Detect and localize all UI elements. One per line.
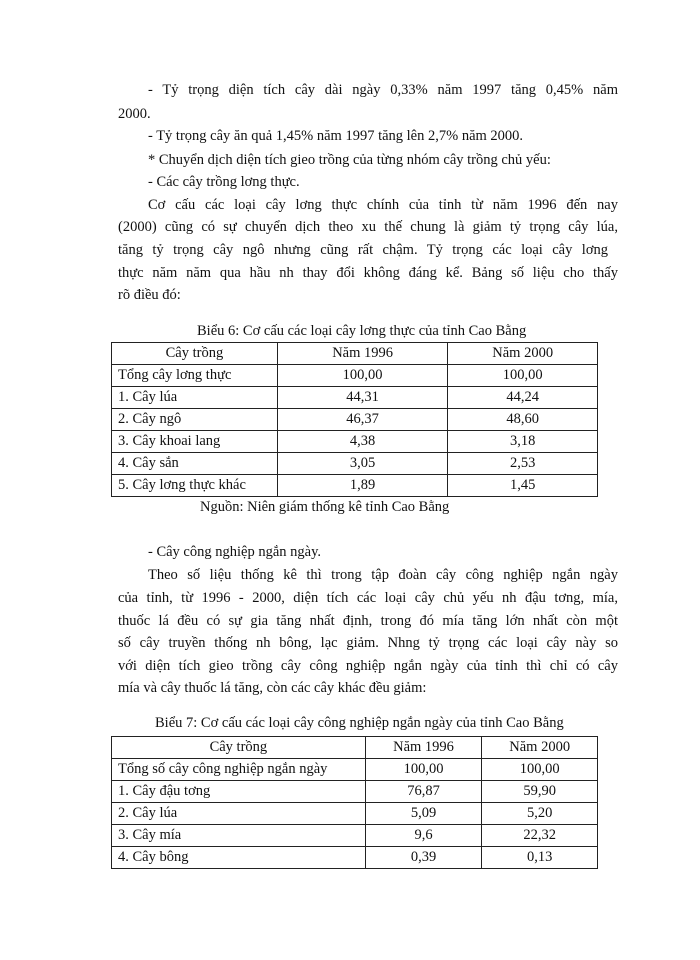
table-row xyxy=(112,431,598,453)
value-2000: 3,18 xyxy=(448,431,598,453)
paragraph-line: thuốc lá đều có sự gia tăng nhất định, trong đó mía tăng lớn nhất còn một xyxy=(118,613,618,629)
crop-name: 4. Cây sắn xyxy=(112,453,278,475)
crop-name: 4. Cây bông xyxy=(112,847,366,869)
value-1996: 100,00 xyxy=(277,365,448,387)
paragraph-line: * Chuyển dịch diện tích gieo trồng của từng nhóm cây trồng chủ yếu: xyxy=(148,152,551,168)
value-1996: 5,09 xyxy=(365,803,482,825)
table-row xyxy=(112,781,598,803)
value-1996: 9,6 xyxy=(365,825,482,847)
table-row xyxy=(112,825,598,847)
table-header-row xyxy=(112,343,598,365)
crop-name: 5. Cây lơng thực khác xyxy=(112,475,278,497)
value-1996: 3,05 xyxy=(277,453,448,475)
column-header: Năm 2000 xyxy=(448,343,598,365)
column-header: Năm 1996 xyxy=(277,343,448,365)
table-row xyxy=(112,759,598,781)
column-header: Cây trồng xyxy=(112,343,278,365)
crop-name: 3. Cây mía xyxy=(112,825,366,847)
value-1996: 44,31 xyxy=(277,387,448,409)
paragraph-line: Theo số liệu thống kê thì trong tập đoàn cây công nghiệp ngắn ngày xyxy=(148,567,618,583)
table-caption: Biểu 7: Cơ cấu các loại cây công nghiệp ngắn ngày của tỉnh Cao Bằng xyxy=(155,715,564,731)
column-header: Năm 2000 xyxy=(482,737,598,759)
table-source: Nguồn: Niên giám thống kê tỉnh Cao Bằng xyxy=(200,499,450,515)
paragraph-line: 2000. xyxy=(118,106,151,122)
table-row xyxy=(112,453,598,475)
table-caption: Biểu 6: Cơ cấu các loại cây lơng thực của tỉnh Cao Bằng xyxy=(197,323,527,339)
value-2000: 22,32 xyxy=(482,825,598,847)
crop-structure-table xyxy=(111,342,598,497)
column-header: Cây trồng xyxy=(112,737,366,759)
value-2000: 59,90 xyxy=(482,781,598,803)
paragraph-line: - Tỷ trọng cây ăn quả 1,45% năm 1997 tăng lên 2,7% năm 2000. xyxy=(148,128,524,144)
value-2000: 100,00 xyxy=(448,365,598,387)
paragraph-line: - Tỷ trọng diện tích cây dài ngày 0,33% năm 1997 tăng 0,45% năm xyxy=(148,82,618,98)
paragraph-line: số cây truyền thống nh bông, lạc giảm. Nhng tỷ trọng các loại cây này so xyxy=(118,635,618,651)
crop-name: 1. Cây đậu tơng xyxy=(112,781,366,803)
crop-name: 2. Cây ngô xyxy=(112,409,278,431)
value-1996: 100,00 xyxy=(365,759,482,781)
value-2000: 1,45 xyxy=(448,475,598,497)
table-header-row xyxy=(112,737,598,759)
crop-name: 1. Cây lúa xyxy=(112,387,278,409)
value-1996: 4,38 xyxy=(277,431,448,453)
paragraph-line: - Cây công nghiệp ngắn ngày. xyxy=(148,544,322,560)
value-2000: 0,13 xyxy=(482,847,598,869)
paragraph-line: thực năm năm qua hầu nh thay đổi không đáng kể. Bảng số liệu cho thấy xyxy=(118,265,618,281)
table-row xyxy=(112,409,598,431)
value-2000: 5,20 xyxy=(482,803,598,825)
paragraph-line: mía và cây thuốc lá tăng, còn các cây khác đều giảm: xyxy=(118,680,427,696)
paragraph-line: với diện tích gieo trồng cây công nghiệp ngắn ngày của tỉnh thì chỉ có cây xyxy=(118,658,618,674)
value-2000: 48,60 xyxy=(448,409,598,431)
paragraph-line: rõ điều đó: xyxy=(118,287,181,303)
crop-name: 2. Cây lúa xyxy=(112,803,366,825)
paragraph-line: của tỉnh, từ 1996 - 2000, diện tích các loại cây chủ yếu nh đậu tơng, mía, xyxy=(118,590,618,606)
crop-name: Tổng số cây công nghiệp ngắn ngày xyxy=(112,759,366,781)
value-1996: 0,39 xyxy=(365,847,482,869)
table-row xyxy=(112,365,598,387)
value-1996: 76,87 xyxy=(365,781,482,803)
column-header: Năm 1996 xyxy=(365,737,482,759)
paragraph-line: Cơ cấu các loại cây lơng thực chính của tỉnh từ năm 1996 đến nay xyxy=(148,197,618,213)
industrial-crop-table xyxy=(111,736,598,869)
paragraph-line: tăng tỷ trọng cây ngô nhưng cũng rất chậm. Tỷ trọng các loại cây lơng xyxy=(118,242,608,258)
crop-name: 3. Cây khoai lang xyxy=(112,431,278,453)
table-row xyxy=(112,847,598,869)
table-row xyxy=(112,803,598,825)
value-2000: 100,00 xyxy=(482,759,598,781)
value-1996: 46,37 xyxy=(277,409,448,431)
paragraph-line: (2000) cũng có sự chuyển dịch theo xu thế chung là giảm tỷ trọng cây lúa, xyxy=(118,219,618,235)
value-1996: 1,89 xyxy=(277,475,448,497)
crop-name: Tổng cây lơng thực xyxy=(112,365,278,387)
table-row xyxy=(112,475,598,497)
value-2000: 2,53 xyxy=(448,453,598,475)
table-row xyxy=(112,387,598,409)
paragraph-line: - Các cây trồng lơng thực. xyxy=(148,174,300,190)
value-2000: 44,24 xyxy=(448,387,598,409)
